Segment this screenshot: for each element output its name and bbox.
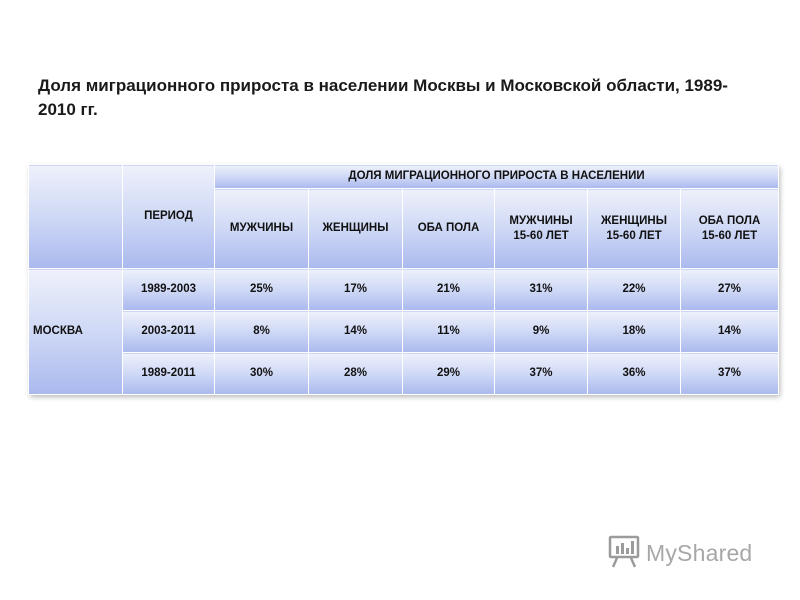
column-header (309, 189, 403, 269)
group-header: ДОЛЯ МИГРАЦИОННОГО ПРИРОСТА В НАСЕЛЕНИИ (215, 165, 779, 189)
value-cell: 22% (588, 269, 681, 311)
column-header-line1: МУЖЧИНЫ (229, 222, 294, 234)
column-header (495, 189, 588, 269)
corner-cell (29, 165, 123, 269)
period-cell: 1989-2011 (123, 353, 215, 395)
value-cell: 37% (681, 353, 779, 395)
column-header (215, 189, 309, 269)
slide-title: Доля миграционного прироста в населении Москвы и Московской области, 1989-2010 гг. (38, 76, 728, 119)
watermark-logo (608, 534, 752, 573)
column-header-line1: ОБА ПОЛА (698, 214, 761, 227)
migration-table-container (28, 164, 778, 394)
value-cell: 8% (215, 311, 309, 353)
value-cell: 29% (403, 353, 495, 395)
column-header-line2: 15-60 ЛЕТ (701, 229, 758, 242)
value-cell: 37% (495, 353, 588, 395)
value-cell: 36% (588, 353, 681, 395)
column-header-line1: ЖЕНЩИНЫ (322, 222, 389, 234)
period-cell: 1989-2003 (123, 269, 215, 311)
period-cell: 2003-2011 (123, 311, 215, 353)
value-cell: 30% (215, 353, 309, 395)
column-header-line2: 15-60 ЛЕТ (606, 229, 662, 242)
value-cell: 21% (403, 269, 495, 311)
column-header (681, 189, 779, 269)
table-row (29, 269, 779, 311)
value-cell: 14% (309, 311, 403, 353)
presentation-board-icon (608, 534, 640, 573)
column-header-line2: 15-60 ЛЕТ (513, 229, 569, 242)
migration-table (28, 164, 779, 395)
value-cell: 28% (309, 353, 403, 395)
table-row (29, 353, 779, 395)
value-cell: 17% (309, 269, 403, 311)
watermark-text: MyShared (646, 540, 753, 566)
column-header-line1: ОБА ПОЛА (417, 222, 480, 234)
value-cell: 27% (681, 269, 779, 311)
value-cell: 11% (403, 311, 495, 353)
value-cell: 14% (681, 311, 779, 353)
column-header (588, 189, 681, 269)
value-cell: 31% (495, 269, 588, 311)
value-cell: 18% (588, 311, 681, 353)
column-header-line1: МУЖЧИНЫ (509, 214, 573, 227)
period-header: ПЕРИОД (123, 165, 215, 269)
region-cell: МОСКВА (29, 269, 123, 395)
column-header (403, 189, 495, 269)
value-cell: 25% (215, 269, 309, 311)
column-header-line1: ЖЕНЩИНЫ (601, 214, 667, 227)
table-row (29, 311, 779, 353)
value-cell: 9% (495, 311, 588, 353)
